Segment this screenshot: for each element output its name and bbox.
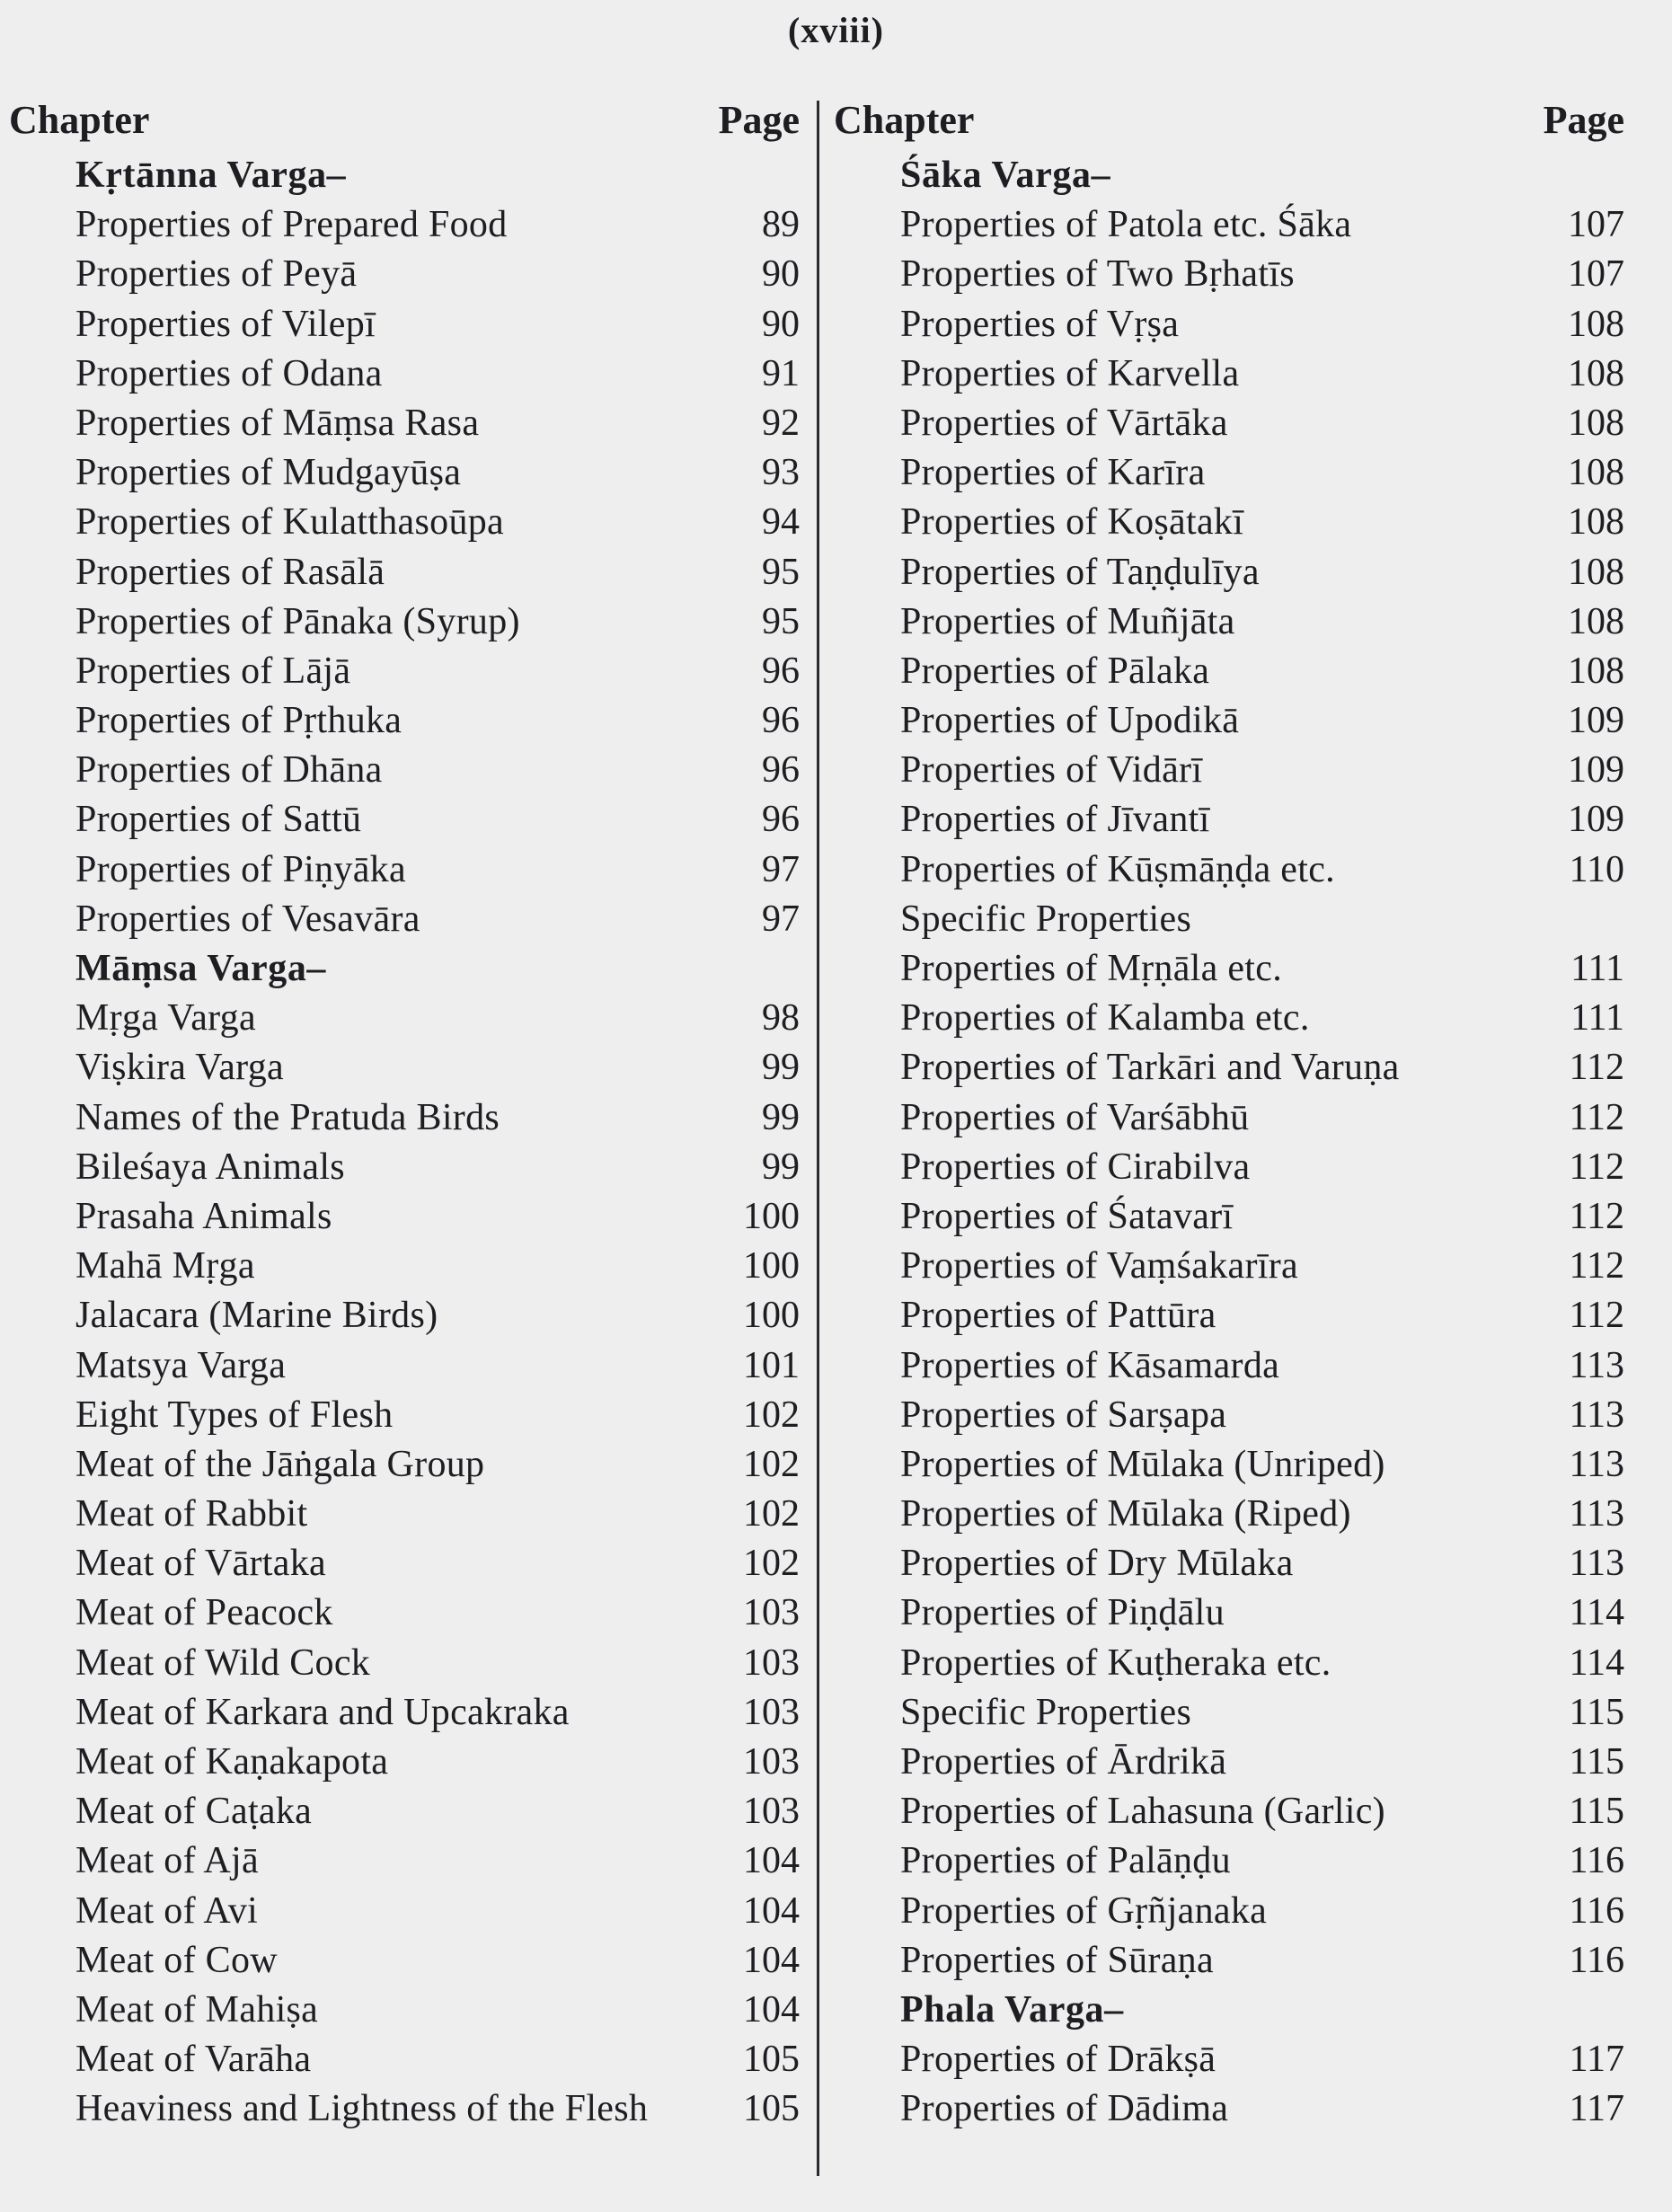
toc-entry	[834, 1639, 1624, 1688]
toc-entry	[834, 1539, 1624, 1588]
toc-entry-title: Meat of Karkara and Upcakraka	[75, 1691, 570, 1733]
toc-entry	[834, 795, 1624, 845]
toc-entry-title: Properties of Odana	[75, 352, 383, 394]
toc-entry-page: 115	[1569, 1691, 1624, 1733]
toc-entry-title: Properties of Sarṣapa	[900, 1394, 1227, 1436]
toc-entry-page: 96	[762, 650, 800, 692]
toc-entry-title: Properties of Dry Mūlaka	[900, 1543, 1294, 1585]
toc-entry	[9, 448, 800, 498]
toc-entry	[9, 795, 800, 845]
toc-entry-page: 108	[1568, 600, 1624, 642]
toc-entry-page	[692, 151, 800, 200]
toc-entry	[834, 498, 1624, 547]
toc-entry-title: Heaviness and Lightness of the Flesh	[75, 2088, 649, 2130]
toc-entry-title: Meat of Wild Cock	[75, 1641, 371, 1684]
toc-section-heading	[834, 1986, 1624, 2035]
toc-entry-page: 113	[1569, 1543, 1624, 1585]
toc-entry-title: Meat of Cow	[75, 1939, 278, 1981]
toc-entry	[834, 1688, 1624, 1738]
toc-entry-title: Properties of Vesavāra	[75, 898, 420, 940]
toc-entry	[9, 1192, 800, 1242]
toc-entry	[834, 399, 1624, 448]
toc-entry	[9, 1887, 800, 1936]
toc-entry	[9, 2035, 800, 2084]
toc-entry	[9, 1936, 800, 1986]
toc-entry-title: Properties of Karīra	[900, 452, 1206, 494]
toc-entry-page: 97	[762, 848, 800, 890]
toc-entry-page: 102	[743, 1443, 800, 1485]
toc-entry-title: Meat of Ajā	[75, 1840, 259, 1882]
toc-entry-page	[1517, 1986, 1624, 2035]
toc-entry	[834, 1787, 1624, 1836]
toc-entry-page: 116	[1569, 1840, 1624, 1882]
toc-entry-page: 104	[743, 1840, 800, 1882]
toc-entry	[834, 349, 1624, 399]
toc-entry	[9, 1639, 800, 1688]
toc-entry-page: 105	[743, 2039, 800, 2081]
toc-entry	[9, 1242, 800, 1291]
toc-entry-page: 95	[762, 600, 800, 642]
toc-entry	[9, 1043, 800, 1093]
toc-entry-title: Properties of Sūraṇa	[900, 1939, 1214, 1981]
toc-entry-page: 111	[1570, 948, 1624, 989]
toc-entry-title: Meat of Rabbit	[75, 1493, 308, 1535]
toc-entry-page: 112	[1569, 1245, 1624, 1287]
toc-section-heading	[9, 944, 800, 994]
toc-entry	[834, 1738, 1624, 1787]
toc-entry	[9, 349, 800, 399]
toc-entry	[834, 2084, 1624, 2134]
toc-entry-page: 103	[743, 1691, 800, 1733]
toc-entry-title: Properties of Karvella	[900, 352, 1240, 394]
toc-entry	[834, 1192, 1624, 1242]
toc-entry-title: Properties of Vilepī	[75, 303, 376, 345]
toc-entry-page: 90	[762, 303, 800, 345]
toc-entry-title: Properties of Tarkāri and Varuṇa	[900, 1047, 1400, 1089]
toc-entry-page: 98	[762, 997, 800, 1040]
toc-entry-page: 103	[743, 1791, 800, 1833]
toc-entry-title: Mṛga Varga	[75, 997, 256, 1040]
toc-entry-page: 114	[1569, 1641, 1624, 1684]
toc-entry	[9, 845, 800, 895]
toc-left-column	[9, 90, 800, 2135]
toc-entry-title: Properties of Kulatthasoūpa	[75, 501, 504, 544]
toc-entry-title: Properties of Gṛñjanaka	[900, 1889, 1268, 1932]
toc-entry	[834, 845, 1624, 895]
toc-entry	[834, 250, 1624, 299]
toc-entry	[834, 1043, 1624, 1093]
toc-entry-page: 115	[1569, 1741, 1624, 1783]
toc-entry	[9, 2084, 800, 2134]
toc-entry-page: 112	[1569, 1096, 1624, 1138]
toc-entry-page: 99	[762, 1146, 800, 1188]
toc-entry-title: Properties of Kūṣmāṇḍa etc.	[900, 848, 1335, 890]
toc-section-heading	[9, 151, 800, 200]
toc-section-heading	[834, 151, 1624, 200]
toc-entry-page: 102	[743, 1543, 800, 1585]
toc-entry	[834, 1291, 1624, 1340]
toc-entry-title: Properties of Śatavarī	[900, 1195, 1234, 1237]
column-header	[834, 90, 1624, 151]
toc-entry	[834, 1490, 1624, 1539]
toc-entry-title: Properties of Two Bṛhatīs	[900, 253, 1295, 296]
toc-entry-page: 108	[1568, 452, 1624, 494]
toc-entry-title: Properties of Upodikā	[900, 700, 1240, 742]
toc-entry-page: 101	[743, 1344, 800, 1386]
toc-entry	[9, 746, 800, 795]
toc-entry	[834, 1093, 1624, 1143]
column-header	[9, 90, 800, 151]
toc-entry-page: 117	[1569, 2088, 1624, 2130]
toc-entry	[834, 696, 1624, 746]
toc-entry-title: Meat of Avi	[75, 1889, 259, 1932]
chapter-heading: Chapter	[834, 98, 975, 142]
toc-entry	[834, 746, 1624, 795]
toc-entry	[834, 944, 1624, 994]
toc-entry-title: Properties of Kāsamarda	[900, 1344, 1280, 1386]
toc-entry-page: 109	[1568, 749, 1624, 792]
toc-entry	[834, 994, 1624, 1043]
toc-entry	[834, 2035, 1624, 2084]
toc-entry-title: Matsya Varga	[75, 1344, 287, 1386]
toc-entry-page: 99	[762, 1047, 800, 1089]
toc-entry-page: 99	[762, 1096, 800, 1138]
toc-entry-page: 89	[762, 204, 800, 246]
toc-entry	[9, 1588, 800, 1638]
toc-entry-page: 112	[1569, 1295, 1624, 1337]
toc-entry-page	[1517, 895, 1624, 944]
toc-entries	[9, 151, 800, 2135]
page-number: (xviii)	[788, 10, 884, 50]
toc-entry-title: Properties of Piṇyāka	[75, 848, 406, 890]
toc-entry-title: Properties of Mūlaka (Unriped)	[900, 1443, 1385, 1485]
toc-entry	[9, 1836, 800, 1886]
toc-entry-title: Properties of Vṛṣa	[900, 303, 1180, 345]
toc-entry-page: 93	[762, 452, 800, 494]
page-heading: Page	[718, 98, 800, 142]
toc-entry-title: Properties of Mudgayūṣa	[75, 452, 462, 494]
toc-entry	[9, 1688, 800, 1738]
toc-entry-title: Properties of Taṇḍulīya	[900, 551, 1260, 593]
toc-entry	[834, 647, 1624, 696]
toc-entry	[9, 597, 800, 647]
toc-entry-title: Eight Types of Flesh	[75, 1394, 394, 1436]
toc-entry-page: 107	[1568, 253, 1624, 296]
toc-entry-title: Properties of Pattūra	[900, 1295, 1216, 1337]
toc-entry-title: Prasaha Animals	[75, 1195, 332, 1237]
toc-entry-page: 95	[762, 551, 800, 593]
toc-entry	[9, 1539, 800, 1588]
toc-entry-title: Properties of Dhāna	[75, 749, 383, 792]
toc-entry-page: 102	[743, 1493, 800, 1535]
toc-entry	[834, 1341, 1624, 1391]
toc-entry	[834, 1242, 1624, 1291]
toc-entry-title: Māṃsa Varga–	[75, 948, 327, 989]
toc-entry-title: Properties of Vidārī	[900, 749, 1203, 792]
toc-entry	[834, 300, 1624, 349]
toc-entry	[9, 200, 800, 250]
toc-entry-title: Meat of Peacock	[75, 1592, 333, 1634]
toc-entry-title: Properties of Kuṭheraka etc.	[900, 1641, 1331, 1684]
toc-entry-page: 103	[743, 1592, 800, 1634]
toc-entry-page: 109	[1568, 700, 1624, 742]
toc-entry	[9, 1440, 800, 1490]
toc-entry-title: Properties of Mūlaka (Riped)	[900, 1493, 1351, 1535]
toc-entry	[9, 548, 800, 597]
toc-entry-title: Properties of Prepared Food	[75, 204, 508, 246]
toc-entry-page: 110	[1569, 848, 1624, 890]
toc-entry-page: 113	[1569, 1394, 1624, 1436]
toc-entry	[834, 1143, 1624, 1192]
toc-entry-page: 112	[1569, 1146, 1624, 1188]
toc-entry-title: Specific Properties	[900, 1691, 1192, 1733]
toc-right-column	[834, 90, 1624, 2135]
toc-entry-page: 109	[1568, 799, 1624, 841]
toc-entry	[9, 994, 800, 1043]
toc-entry-title: Names of the Pratuda Birds	[75, 1096, 500, 1138]
toc-entry-page: 114	[1569, 1592, 1624, 1634]
toc-entry	[9, 1490, 800, 1539]
toc-entry	[9, 300, 800, 349]
toc-entry	[834, 1936, 1624, 1986]
toc-entry-page: 108	[1568, 551, 1624, 593]
toc-entry-page: 102	[743, 1394, 800, 1436]
toc-entry	[834, 548, 1624, 597]
column-divider	[817, 101, 819, 2176]
toc-entry-page: 96	[762, 700, 800, 742]
toc-entry-title: Meat of Mahiṣa	[75, 1988, 319, 2031]
toc-entry	[9, 647, 800, 696]
toc-entry-title: Meat of Vārtaka	[75, 1543, 326, 1585]
toc-entry	[834, 1887, 1624, 1936]
toc-entry-page: 117	[1569, 2039, 1624, 2081]
toc-entry-title: Meat of the Jāṅgala Group	[75, 1443, 485, 1485]
toc-entry-title: Properties of Muñjāta	[900, 600, 1235, 642]
toc-entry-title: Mahā Mṛga	[75, 1245, 255, 1287]
toc-entry-title: Properties of Pānaka (Syrup)	[75, 600, 520, 642]
toc-entry-title: Properties of Sattū	[75, 799, 362, 841]
toc-entry-page: 107	[1568, 204, 1624, 246]
toc-entry-page: 91	[762, 352, 800, 394]
toc-entry-title: Kṛtānna Varga–	[75, 155, 347, 196]
toc-entry-page: 113	[1569, 1443, 1624, 1485]
toc-entry-title: Properties of Palāṇḍu	[900, 1840, 1231, 1882]
toc-entry-title: Properties of Peyā	[75, 253, 358, 296]
toc-entry-page: 104	[743, 1988, 800, 2031]
toc-entry-title: Phala Varga–	[900, 1988, 1124, 2031]
toc-entry-page: 108	[1568, 650, 1624, 692]
toc-entry	[834, 448, 1624, 498]
toc-entry-title: Properties of Piṇḍālu	[900, 1592, 1225, 1634]
toc-entry	[9, 1341, 800, 1391]
toc-entry-title: Properties of Drākṣā	[900, 2039, 1216, 2081]
toc-entry-title: Properties of Lahasuna (Garlic)	[900, 1791, 1385, 1833]
toc-entry-page: 97	[762, 898, 800, 940]
toc-entry-title: Śāka Varga–	[900, 155, 1111, 196]
toc-entry-page: 103	[743, 1741, 800, 1783]
page-heading: Page	[1543, 98, 1624, 142]
toc-entry-page: 100	[743, 1195, 800, 1237]
toc-entry	[834, 597, 1624, 647]
toc-entry-page: 112	[1569, 1047, 1624, 1089]
toc-entry	[9, 1738, 800, 1787]
toc-entry	[834, 895, 1624, 944]
toc-entry	[9, 498, 800, 547]
toc-entry	[9, 1787, 800, 1836]
toc-entry-title: Properties of Jīvantī	[900, 799, 1210, 841]
toc-entry-page: 103	[743, 1641, 800, 1684]
toc-entry	[834, 1391, 1624, 1440]
toc-entry-page: 108	[1568, 352, 1624, 394]
toc-entry	[9, 1093, 800, 1143]
toc-entry	[834, 1440, 1624, 1490]
toc-entry	[834, 200, 1624, 250]
toc-entry-page: 92	[762, 402, 800, 444]
toc-entry	[9, 1291, 800, 1340]
toc-entry-title: Meat of Caṭaka	[75, 1791, 313, 1833]
toc-entry	[9, 399, 800, 448]
toc-entry-title: Properties of Mṛṇāla etc.	[900, 948, 1283, 989]
toc-entry-page: 94	[762, 501, 800, 544]
toc-entry-title: Properties of Pṛthuka	[75, 700, 403, 742]
toc-entry	[9, 1391, 800, 1440]
toc-entry-title: Meat of Kaṇakapota	[75, 1741, 389, 1783]
toc-entry	[834, 1836, 1624, 1886]
toc-entry	[9, 1143, 800, 1192]
toc-entry-title: Properties of Māṃsa Rasa	[75, 402, 480, 444]
toc-entry	[9, 696, 800, 746]
toc-entry-page: 111	[1570, 997, 1624, 1040]
toc-entry	[9, 250, 800, 299]
toc-entry-page: 113	[1569, 1344, 1624, 1386]
toc-entry-page: 108	[1568, 402, 1624, 444]
toc-entry	[9, 895, 800, 944]
toc-entry-title: Properties of Koṣātakī	[900, 501, 1244, 544]
toc-entry-page: 90	[762, 253, 800, 296]
toc-entry-page: 105	[743, 2088, 800, 2130]
toc-entry-title: Properties of Cirabilva	[900, 1146, 1251, 1188]
toc-entry	[834, 1588, 1624, 1638]
toc-entry-title: Properties of Dādima	[900, 2088, 1229, 2130]
toc-entry-title: Properties of Vaṃśakarīra	[900, 1245, 1298, 1287]
toc-entries	[834, 151, 1624, 2135]
toc-entry-page: 115	[1569, 1791, 1624, 1833]
toc-entry-page: 116	[1569, 1889, 1624, 1932]
toc-entry-page: 108	[1568, 501, 1624, 544]
toc-entry-title: Properties of Pālaka	[900, 650, 1210, 692]
toc-entry-page: 116	[1569, 1939, 1624, 1981]
toc-entry-title: Properties of Vārtāka	[900, 402, 1228, 444]
toc-entry-title: Meat of Varāha	[75, 2039, 312, 2081]
toc-entry-title: Properties of Ārdrikā	[900, 1741, 1227, 1783]
toc-entry-title: Properties of Varśābhū	[900, 1096, 1250, 1138]
toc-entry-page	[1517, 151, 1624, 200]
toc-entry-title: Properties of Patola etc. Śāka	[900, 204, 1352, 246]
toc-entry-page: 104	[743, 1889, 800, 1932]
chapter-heading: Chapter	[9, 98, 150, 142]
toc-entry-page: 100	[743, 1245, 800, 1287]
toc-entry-title: Properties of Kalamba etc.	[900, 997, 1310, 1040]
toc-entry-title: Viṣkira Varga	[75, 1047, 284, 1089]
toc-entry-title: Bileśaya Animals	[75, 1146, 345, 1188]
toc-entry	[9, 1986, 800, 2035]
toc-entry-page: 112	[1569, 1195, 1624, 1237]
toc-entry-page: 113	[1569, 1493, 1624, 1535]
toc-entry-title: Properties of Lājā	[75, 650, 351, 692]
toc-entry-page: 96	[762, 799, 800, 841]
toc-entry-page: 96	[762, 749, 800, 792]
toc-entry-title: Properties of Rasālā	[75, 551, 385, 593]
toc-entry-title: Specific Properties	[900, 898, 1192, 940]
toc-entry-page: 100	[743, 1295, 800, 1337]
toc-entry-page: 104	[743, 1939, 800, 1981]
toc-entry-page: 108	[1568, 303, 1624, 345]
toc-entry-page	[692, 944, 800, 994]
toc-entry-title: Jalacara (Marine Birds)	[75, 1295, 438, 1337]
